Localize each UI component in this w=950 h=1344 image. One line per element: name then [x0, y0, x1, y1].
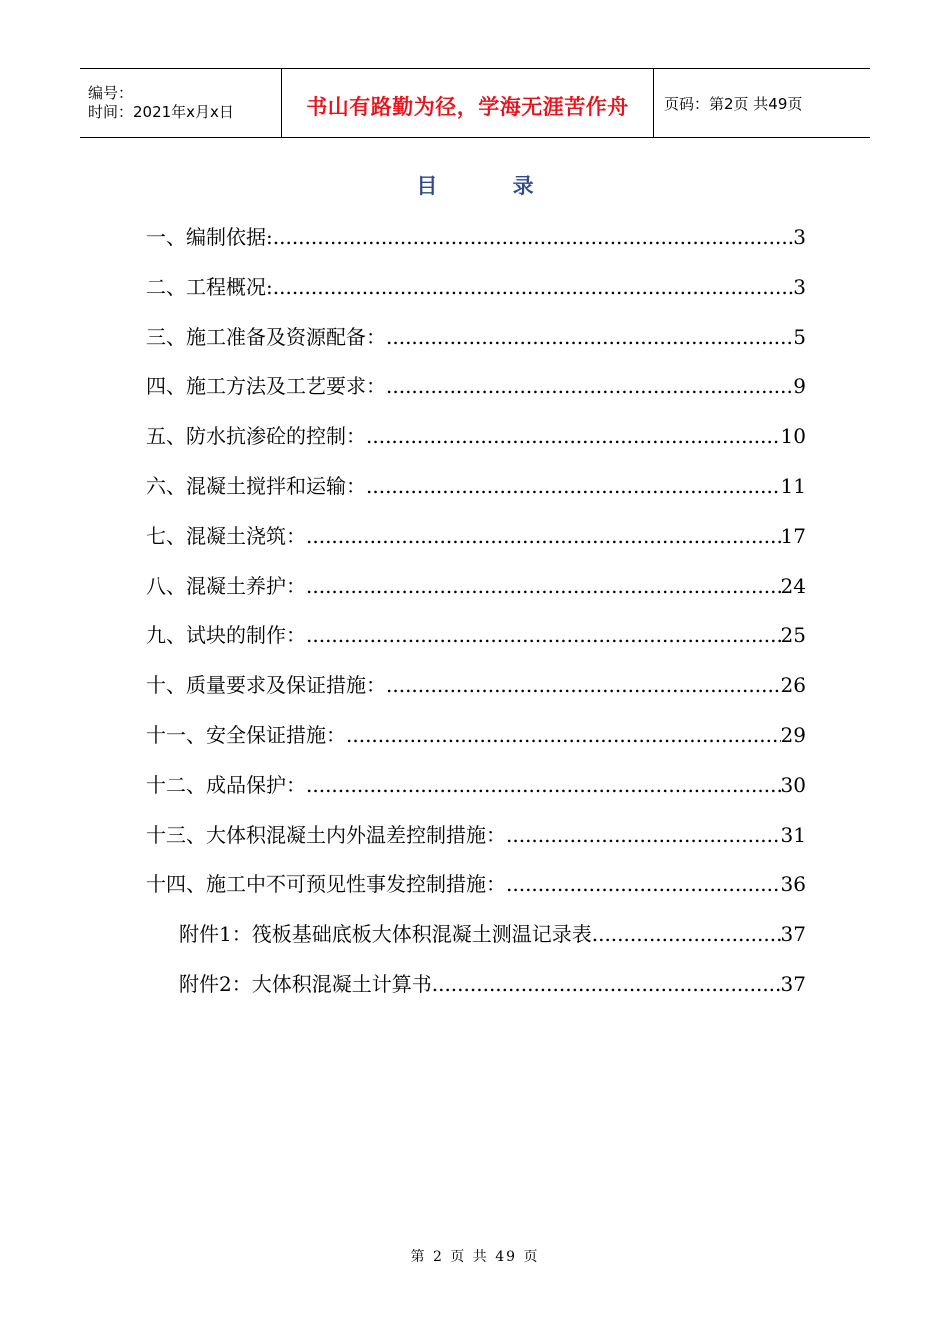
toc-entry[interactable]	[146, 767, 806, 817]
toc-leader-dots	[386, 319, 793, 355]
toc-entry-label: 十一、安全保证措施：	[146, 722, 346, 747]
toc-entry-label: 四、施工方法及工艺要求：	[146, 374, 386, 399]
toc-entry-page: 24	[780, 573, 806, 598]
header-meta	[80, 69, 281, 137]
toc-entry-label: 九、试块的制作：	[146, 623, 306, 648]
toc-leader-dots	[306, 767, 781, 803]
toc-entry-page: 36	[780, 872, 806, 897]
toc-entry-appendix[interactable]	[146, 966, 806, 1016]
toc-entry-label: 十三、大体积混凝土内外温差控制措施：	[146, 822, 506, 847]
toc-entry-page: 10	[780, 424, 806, 449]
toc-entry-label: 三、施工准备及资源配备：	[146, 324, 386, 349]
toc-entry-appendix[interactable]	[146, 916, 806, 966]
toc-leader-dots	[386, 368, 793, 404]
toc-entry[interactable]	[146, 667, 806, 717]
toc-entry-page: 11	[780, 473, 806, 498]
toc-leader-dots	[366, 468, 781, 504]
toc-entry-label: 八、混凝土养护：	[146, 573, 306, 598]
toc-entry[interactable]	[146, 717, 806, 767]
toc-entry-page: 5	[793, 324, 806, 349]
toc-leader-dots	[273, 219, 794, 255]
toc-entry[interactable]	[146, 418, 806, 468]
toc-entry-page: 29	[780, 722, 806, 747]
document-number-label: 编号：	[88, 84, 134, 102]
toc-entry-page: 25	[780, 623, 806, 648]
header-page-cell	[654, 69, 870, 137]
toc-entry[interactable]	[146, 269, 806, 319]
toc-entry-label: 十四、施工中不可预见性事发控制措施：	[146, 872, 506, 897]
toc-entry[interactable]	[146, 368, 806, 418]
toc-entry-page: 31	[780, 822, 806, 847]
document-time: 时间：2021年x月x日	[88, 103, 234, 121]
toc-leader-dots	[273, 269, 794, 305]
toc-leader-dots	[366, 418, 781, 454]
toc-entry-page: 3	[793, 274, 806, 299]
toc-leader-dots	[306, 617, 781, 653]
toc-leader-dots	[506, 866, 781, 902]
toc-leader-dots	[506, 817, 781, 853]
toc-entry-label: 七、混凝土浇筑：	[146, 523, 306, 548]
toc-entry[interactable]	[146, 468, 806, 518]
toc-entry[interactable]	[146, 518, 806, 568]
toc-entry-label: 六、混凝土搅拌和运输：	[146, 473, 366, 498]
toc-entry[interactable]	[146, 219, 806, 269]
page-footer: 第 2 页 共 49 页	[410, 1249, 540, 1265]
toc-entry-page: 9	[793, 374, 806, 399]
toc-title: 目 录	[416, 174, 568, 198]
toc-entry[interactable]	[146, 866, 806, 916]
toc-entry-page: 17	[780, 523, 806, 548]
toc-entry[interactable]	[146, 817, 806, 867]
toc-entry[interactable]	[146, 319, 806, 369]
toc-entry-page: 26	[780, 673, 806, 698]
toc-entry-label: 一、编制依据:	[146, 225, 273, 249]
document-header	[80, 68, 870, 138]
toc-leader-dots	[432, 966, 781, 1002]
toc-leader-dots	[306, 568, 781, 604]
header-motto: 书山有路勤为径，学海无涯苦作舟	[306, 95, 629, 119]
header-page-info: 页码：第2页 共49页	[664, 94, 803, 113]
toc-entry-label: 十二、成品保护：	[146, 772, 306, 797]
toc-entry-page: 37	[780, 971, 806, 996]
toc-entry-page: 37	[780, 922, 806, 947]
toc-leader-dots	[386, 667, 781, 703]
toc-entry-page: 30	[780, 772, 806, 797]
toc-entry[interactable]	[146, 617, 806, 667]
toc-entry[interactable]	[146, 568, 806, 618]
header-motto-cell	[281, 69, 654, 137]
toc-entry-label: 附件2：大体积混凝土计算书	[179, 971, 432, 996]
table-of-contents	[146, 219, 806, 1016]
toc-entry-label: 十、质量要求及保证措施：	[146, 673, 386, 698]
toc-entry-page: 3	[793, 225, 806, 249]
toc-entry-label: 附件1：筏板基础底板大体积混凝土测温记录表	[179, 922, 592, 947]
toc-entry-label: 五、防水抗渗砼的控制：	[146, 424, 366, 449]
toc-leader-dots	[306, 518, 781, 554]
toc-entry-label: 二、工程概况:	[146, 274, 273, 299]
toc-leader-dots	[346, 717, 781, 753]
toc-leader-dots	[592, 916, 781, 952]
